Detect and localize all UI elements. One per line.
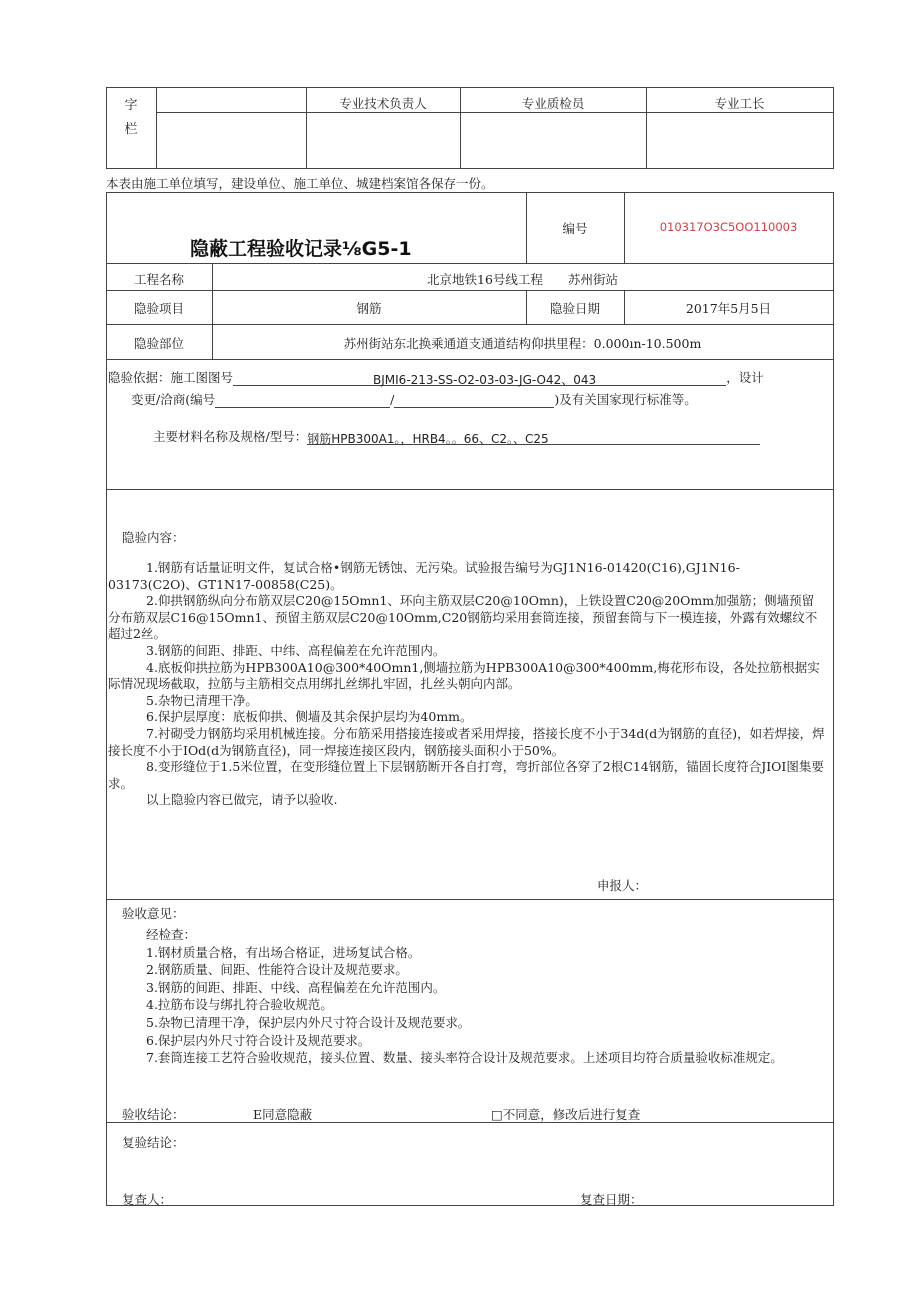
material-value: 钢筋HPB300A1。，HRB4。。66、C2。、C25 [307,430,760,445]
inspection-item-label: 隐验项目 [133,301,184,316]
opinion-item-5: 5.杂物已清理干净，保护层内外尺寸符合设计及规范要求。 [146,1014,471,1030]
inspection-location-label: 隐验部位 [133,336,184,351]
inspection-item-value: 钢筋 [356,301,382,316]
opinion-item-6: 6.保护层内外尺寸符合设计及规范要求。 [146,1032,371,1048]
change-number-blank [394,393,554,408]
inspection-location-value: 苏州街站东北换乘通道支通道结构仰拱里程：0.000ın-10.500m [343,336,702,351]
content-body [108,560,826,809]
change-number-blank [215,393,390,408]
change-line [131,390,697,408]
form-title: 隐蔽工程验收记录⅛G5-1 [190,238,412,260]
change-suffix: )及有关国家现行标准等。 [554,392,697,407]
content-item-8: 8.变形缝位于1.5米位置，在变形缝位置上下层钢筋断开各自打弯，弯折部位各穿了2根C14钢筋，锚固长度符合JIOI图集要求。 [108,759,824,791]
sign-label-1: 字 [124,98,138,113]
opinion-body [146,926,826,1067]
col-quality-inspector: 专业质检员 [521,96,585,111]
col-tech-lead: 专业技术负责人 [339,96,427,111]
reporter-label: 申报人： [597,878,648,893]
project-name-value: 北京地铁16号线工程 苏州街站 [427,272,618,287]
content-item-3: 3.钢筋的间距、排距、中纬、高程偏差在允许范围内。 [146,642,446,658]
slash: / [390,392,395,407]
opinion-checked: 经检查： [146,927,197,942]
rechecker-label: 复查人： [122,1192,173,1207]
project-name-label: 工程名称 [133,272,184,287]
opinion-item-1: 1.钢材质量合格，有出场合格证，进场复试合格。 [146,944,421,960]
change-prefix: 变更/洽商(编号 [131,392,216,407]
opinion-item-7: 7.套筒连接工艺符合验收规范，接头位置、数量、接头率符合设计及规范要求。上述项目均符合质量验收标准规定。 [146,1050,783,1066]
recheck-date-label: 复查日期： [580,1192,643,1207]
content-item-2: 2.仰拱钢筋纵向分布筋双层C20@15Omn1、环向主筋双层C20@10Omn)，上铁设置C20@20Omm加强筋；侧墙预留分布筋双层C16@15Omn1、预留主筋双层C20@10Omm,C20钢筋均采用套筒连接，预留套筒与下一模连接，外露有效螺纹不超过2丝。 [108,593,818,642]
content-item-1: 1.钢筋有话量证明文件，复试合格•钢筋无锈蚀、无污染。试验报告编号为GJ1N16-01420(C16),GJ1N16-03173(C2O)、GT1N17-00858(C25)。 [108,560,740,592]
opinion-heading: 验收意见： [122,906,185,921]
basis-line [108,368,764,386]
content-item-6: 6.保护层厚度：底板仰拱、侧墙及其余保护层均为40mm。 [146,709,473,725]
col-foreman: 专业工长 [714,96,765,111]
content-item-5: 5.杂物已清理干净。 [146,692,258,708]
design-suffix: ，设计 [726,370,764,385]
opinion-item-3: 3.钢筋的间距、排距、中线、高程偏差在允许范围内。 [146,979,446,995]
material-line [153,427,760,445]
content-item-9: 以上隐验内容已做完，请予以验收. [146,792,338,808]
opinion-item-4: 4.拉筋布设与绑扎符合验收规范。 [146,997,333,1013]
inspection-date-value: 2017年5月5日 [685,301,772,316]
disagree-checkbox[interactable]: □不同意，修改后进行复查 [491,1107,641,1122]
agree-checkbox[interactable]: E同意隐蔽 [253,1107,313,1122]
form-number: 010317O3C5OO110003 [659,220,798,234]
opinion-item-2: 2.钢筋质量、间距、性能符合设计及规范要求。 [146,962,408,978]
inspection-date-label: 隐验日期 [549,301,600,316]
underline [596,371,726,386]
number-label: 编号 [562,221,588,236]
content-item-4: 4.底板仰拱拉筋为HPB300A10@300*40Omn1,侧墙拉筋为HPB300A10@300*400mm,梅花形布设，各处拉筋根据实际情况现场截取，拉筋与主筋相交点用绑扎丝绑扎牢固，扎丝头朝向内部。 [108,659,820,692]
material-label: 主要材料名称及规格/型号： [153,429,308,444]
sign-label-2: 栏 [124,122,138,137]
content-heading: 隐验内容： [122,530,185,545]
drawing-number: BJMI6-213-SS-O2-03-03-JG-O42、043 [373,373,597,387]
underline [233,371,373,386]
recheck-conclusion-label: 复验结论： [122,1135,185,1150]
distribution-note: 本表由施工单位填写，建设单位、施工单位、城建档案馆各保存一份。 [106,176,494,191]
content-item-7: 7.衬砌受力钢筋均采用机械连接。分布筋采用搭接连接或者采用焊接，搭接长度不小于34d(d为钢筋的直径)，如若焊接，焊接长度不小于IOd(d为钢筋直径)，同一焊接连接区段内，钢筋接头面积小于50%。 [108,725,825,758]
basis-label: 隐验依据：施工图图号 [108,370,234,385]
conclusion-label: 验收结论： [122,1107,185,1122]
